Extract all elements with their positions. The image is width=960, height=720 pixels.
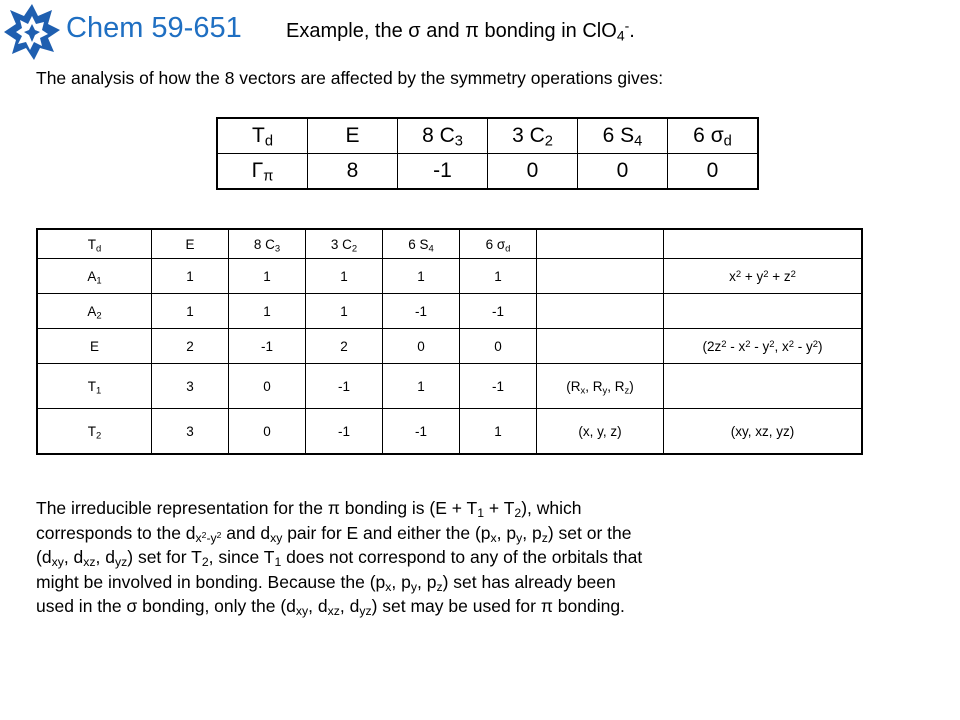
irrep-label: $T_2$	[37, 409, 152, 455]
paragraph-line: might be involved in bonding. Because the ($p_x$, $p_y$, $p_z$) set has already been	[36, 571, 616, 594]
slide-title: Example, the σ and π bonding in ClO$_4$-.	[286, 17, 635, 44]
header-E: E	[152, 229, 229, 259]
table-cell: 1	[460, 409, 537, 455]
header-C3: 8 $C_3$	[398, 118, 488, 154]
table-cell	[537, 329, 664, 364]
table-cell	[537, 259, 664, 294]
header-C3: 8 $C_3$	[229, 229, 306, 259]
table-cell: 1	[306, 259, 383, 294]
header-sigma-d: 6 $\sigma_d$	[460, 229, 537, 259]
table-row	[37, 329, 862, 364]
table-row	[37, 409, 862, 455]
table-cell: $x^2 + y^2 + z^2$	[664, 259, 863, 294]
table-row	[217, 154, 758, 190]
reducible-representation-table	[216, 117, 759, 190]
table-cell: 1	[152, 259, 229, 294]
explanation-paragraph	[36, 496, 936, 619]
header-group: $T_d$	[37, 229, 152, 259]
table-cell: 1	[229, 294, 306, 329]
header-S4: 6 $S_4$	[383, 229, 460, 259]
table-cell: -1	[306, 364, 383, 409]
table-cell	[664, 294, 863, 329]
course-title: Chem 59-651	[66, 12, 242, 44]
table-cell: (xy, xz, yz)	[664, 409, 863, 455]
table-row	[37, 364, 862, 409]
table-row	[37, 294, 862, 329]
table-cell: 2	[306, 329, 383, 364]
table-cell: 1	[460, 259, 537, 294]
table-cell: -1	[383, 409, 460, 455]
table-cell: 0	[668, 154, 759, 190]
paragraph-line: corresponds to the $d_{x^2-y^2}$ and $d_{xy}$ pair for E and either the ($p_x$, $p_y$, $p_z$) set or the	[36, 522, 632, 545]
table-header-row	[217, 118, 758, 154]
table-cell: 1	[306, 294, 383, 329]
header-group: $T_d$	[217, 118, 308, 154]
table-cell: ($2z^2 - x^2 - y^2$, $x^2 - y^2$)	[664, 329, 863, 364]
university-logo-icon	[4, 2, 60, 62]
irrep-label: $A_1$	[37, 259, 152, 294]
table-cell: 3	[152, 409, 229, 455]
paragraph-line: ($d_{xy}$, $d_{xz}$, $d_{yz}$) set for $T_2$, since $T_1$ does not correspond to any of the orbitals that	[36, 547, 643, 570]
table-cell: 0	[578, 154, 668, 190]
paragraph-line: used in the σ bonding, only the ($d_{xy}$, $d_{xz}$, $d_{yz}$) set may be used for π bonding.	[36, 596, 625, 619]
table-cell: 1	[152, 294, 229, 329]
character-table	[36, 228, 863, 455]
irrep-label: $A_2$	[37, 294, 152, 329]
table-cell: -1	[229, 329, 306, 364]
table-cell: 0	[460, 329, 537, 364]
table-cell: -1	[383, 294, 460, 329]
header-S4: 6 $S_4$	[578, 118, 668, 154]
gamma-pi-label: $\Gamma_\pi$	[217, 154, 308, 190]
table-cell: 0	[229, 364, 306, 409]
table-cell: (x, y, z)	[537, 409, 664, 455]
header-linear	[537, 229, 664, 259]
paragraph-line: The irreducible representation for the π bonding is $(E + T_1 + T_2)$, which	[36, 498, 582, 521]
table-header-row	[37, 229, 862, 259]
table-cell: 0	[488, 154, 578, 190]
table-cell: -1	[460, 364, 537, 409]
table-cell: 1	[383, 364, 460, 409]
table-cell: -1	[306, 409, 383, 455]
header-C2: 3 $C_2$	[306, 229, 383, 259]
intro-text: The analysis of how the 8 vectors are affected by the symmetry operations gives:	[36, 68, 664, 88]
table-cell: ($R_x$, $R_y$, $R_z$)	[537, 364, 664, 409]
header-C2: 3 $C_2$	[488, 118, 578, 154]
pi-symbol: π	[465, 20, 479, 42]
irrep-label: E	[37, 329, 152, 364]
table-cell: 0	[229, 409, 306, 455]
table-cell: 1	[229, 259, 306, 294]
table-cell	[537, 294, 664, 329]
header-sigma-d: 6 $\sigma_d$	[668, 118, 759, 154]
table-cell: -1	[460, 294, 537, 329]
table-cell: 2	[152, 329, 229, 364]
header-E: E	[308, 118, 398, 154]
table-cell	[664, 364, 863, 409]
table-cell: -1	[398, 154, 488, 190]
table-cell: 8	[308, 154, 398, 190]
sigma-symbol: σ	[408, 20, 421, 42]
irrep-label: $T_1$	[37, 364, 152, 409]
table-row	[37, 259, 862, 294]
header-quadratic	[664, 229, 863, 259]
table-cell: 3	[152, 364, 229, 409]
table-cell: 0	[383, 329, 460, 364]
table-cell: 1	[383, 259, 460, 294]
